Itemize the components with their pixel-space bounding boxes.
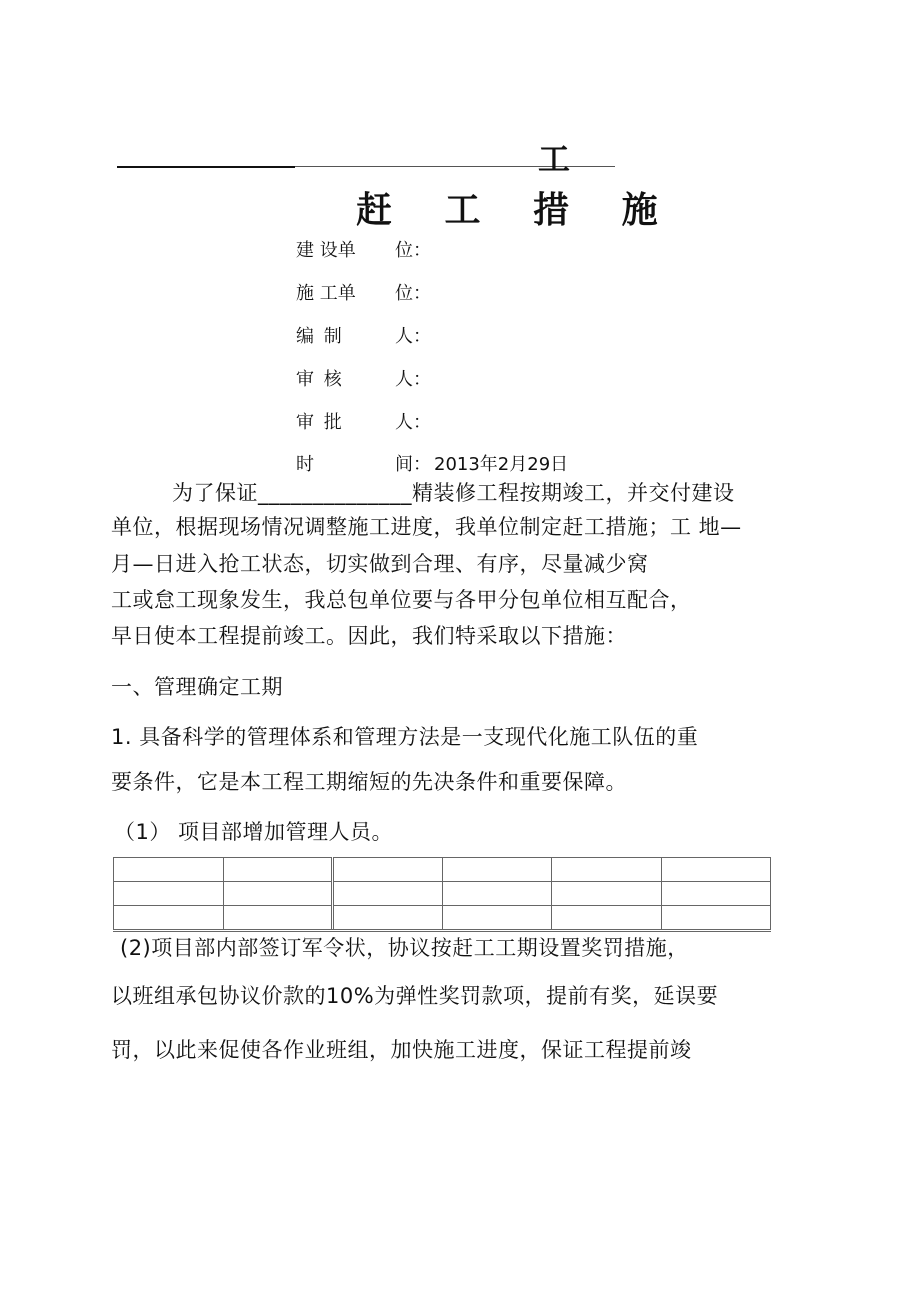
table-cell <box>442 858 552 882</box>
table-cell <box>661 882 771 906</box>
staff-table <box>113 857 771 932</box>
info-label-constructor: 施 工单 <box>296 283 356 304</box>
paragraph-line: 工或怠工现象发生，我总包单位要与各甲分包单位相互配合， <box>111 588 692 612</box>
info-value-date: 2013年2月29日 <box>434 454 569 475</box>
table-cell <box>552 858 662 882</box>
info-colon-builder: 位： <box>395 240 431 261</box>
sub-item: (2)项目部内部签订军令状，协议按赶工工期设置奖罚措施， <box>120 936 689 960</box>
info-label-author: 编 制 <box>296 326 344 347</box>
table-cell <box>333 882 443 906</box>
table-cell <box>223 882 333 906</box>
table-cell <box>114 858 224 882</box>
info-colon-reviewer: 人： <box>395 369 431 390</box>
table-cell <box>442 906 552 931</box>
info-label-approver: 审 批 <box>296 412 344 433</box>
table-cell <box>333 858 443 882</box>
table-cell <box>114 882 224 906</box>
table-cell <box>223 906 333 931</box>
info-colon-author: 人： <box>395 326 431 347</box>
paragraph-line: 1. 具备科学的管理体系和管理方法是一支现代化施工队伍的重 <box>111 725 699 749</box>
paragraph-line: 单位，根据现场情况调整施工进度，我单位制定赶工措施；工 地— <box>111 515 742 539</box>
section-heading: 一、管理确定工期 <box>111 675 283 699</box>
paragraph-line: 要条件，它是本工程工期缩短的先决条件和重要保障。 <box>111 770 627 794</box>
document-title: 赶 工 措 施 <box>356 190 678 231</box>
table-row <box>114 858 771 882</box>
info-colon-date: 间： <box>395 454 431 475</box>
table-cell <box>333 906 443 931</box>
paragraph-line: 以班组承包协议价款的10%为弹性奖罚款项，提前有奖，延误要 <box>111 984 719 1008</box>
table-cell <box>661 906 771 931</box>
table-cell <box>661 858 771 882</box>
info-label-reviewer: 审 核 <box>296 369 344 390</box>
paragraph-line: 早日使本工程提前竣工。因此，我们特采取以下措施： <box>111 624 627 648</box>
header-char: 工 <box>538 140 571 178</box>
table-cell <box>223 858 333 882</box>
paragraph-line: 为了保证______________精装修工程按期竣工，并交付建设 <box>172 481 735 505</box>
paragraph-line: 月—日进入抢工状态，切实做到合理、有序，尽量减少窝 <box>111 552 649 576</box>
table-cell <box>442 882 552 906</box>
table-cell <box>114 906 224 931</box>
table-cell <box>552 882 662 906</box>
info-colon-approver: 人： <box>395 412 431 433</box>
table-row <box>114 906 771 931</box>
paragraph-line: 罚，以此来促使各作业班组，加快施工进度，保证工程提前竣 <box>111 1038 692 1062</box>
header-underline-thick <box>117 166 295 168</box>
table-row <box>114 882 771 906</box>
table-cell <box>552 906 662 931</box>
info-colon-constructor: 位： <box>395 283 431 304</box>
sub-item: （1） 项目部增加管理人员。 <box>114 820 394 844</box>
info-label-builder: 建 设单 <box>296 240 356 261</box>
info-label-date: 时 <box>296 454 314 475</box>
